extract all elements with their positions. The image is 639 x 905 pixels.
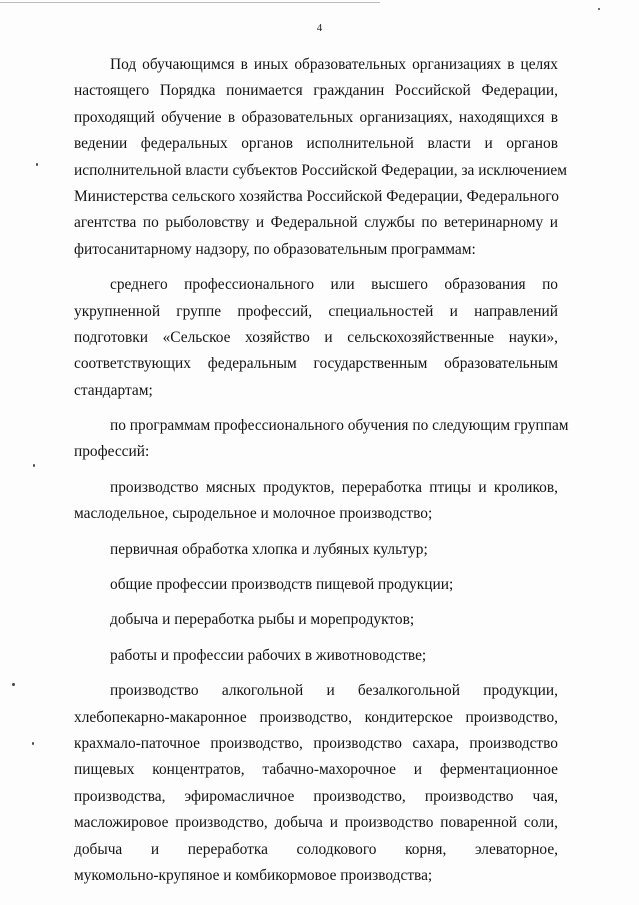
paragraph-1-line: Министерства сельского хозяйства Российской Федерации, Федерального — [74, 187, 559, 205]
scan-speck — [36, 163, 38, 166]
paragraph-4-line: производство мясных продуктов, переработка птицы и кроликов, — [110, 478, 558, 496]
paragraph-9-line: хлебопекарно-макаронное производство, кондитерское производство, — [74, 708, 558, 726]
page-number: 4 — [316, 22, 323, 34]
paragraph-1-line: настоящего Порядка понимается гражданин Российской Федерации, — [74, 82, 558, 100]
paragraph-2-line: стандартам; — [74, 381, 153, 399]
paragraph-7-line: добыча и переработка рыбы и морепродуктов; — [110, 611, 415, 629]
paragraph-9-line: производство алкогольной и безалкогольной продукции, — [110, 682, 558, 700]
paragraph-6-line: общие профессии производств пищевой продукции; — [110, 576, 454, 594]
scan-edge-line — [0, 2, 380, 3]
paragraph-1-line: агентства по рыболовству и Федеральной службы по ветеринарному и — [74, 214, 558, 232]
document-body — [74, 52, 569, 889]
paragraph-3-line: по программам профессионального обучения по следующим группам — [110, 417, 569, 435]
paragraph-9-line: масложировое производство, добыча и производство поваренной соли, — [74, 814, 558, 832]
paragraph-8-line: работы и профессии рабочих в животноводстве; — [110, 646, 427, 664]
scan-speck — [598, 8, 600, 10]
paragraph-2-line: соответствующих федеральным государственным образовательным — [74, 355, 558, 373]
paragraph-1-line: исполнительной власти субъектов Российской Федерации, за исключением — [74, 161, 567, 179]
paragraph-5-line: первичная обработка хлопка и лубяных культур; — [110, 540, 428, 558]
scan-speck — [12, 683, 15, 686]
paragraph-2-line: укрупненной группе профессий, специальностей и направлений — [74, 302, 558, 320]
scan-speck — [32, 742, 34, 745]
paragraph-1-line: Под обучающимся в иных образовательных организациях в целях — [110, 56, 558, 73]
paragraph-1-line: ведении федеральных органов исполнительной власти и органов — [74, 135, 558, 153]
paragraph-2-line: подготовки «Сельское хозяйство и сельскохозяйственные науки», — [74, 328, 558, 346]
paragraph-1-line: проходящий обучение в образовательных организациях, находящихся в — [74, 108, 558, 126]
scan-speck — [33, 464, 35, 467]
paragraph-4-line: маслодельное, сыродельное и молочное производство; — [74, 505, 433, 523]
paragraph-9-line: пищевых концентратов, табачно-махорочное и ферментационное — [74, 761, 558, 779]
paragraph-9-line: мукомольно-крупяное и комбикормовое производства; — [74, 866, 433, 884]
paragraph-2-line: среднего профессионального или высшего образования по — [110, 276, 558, 294]
paragraph-1-line: фитосанитарному надзору, по образовательным программам: — [74, 240, 476, 258]
paragraph-9-line: крахмало-паточное производство, производство сахара, производство — [74, 734, 558, 752]
paragraph-9-line: добыча и переработка солодкового корня, элеваторное, — [74, 840, 558, 858]
paragraph-3-line: профессий: — [74, 443, 150, 461]
paragraph-9-line: производства, эфиромасличное производство, производство чая, — [74, 787, 558, 805]
